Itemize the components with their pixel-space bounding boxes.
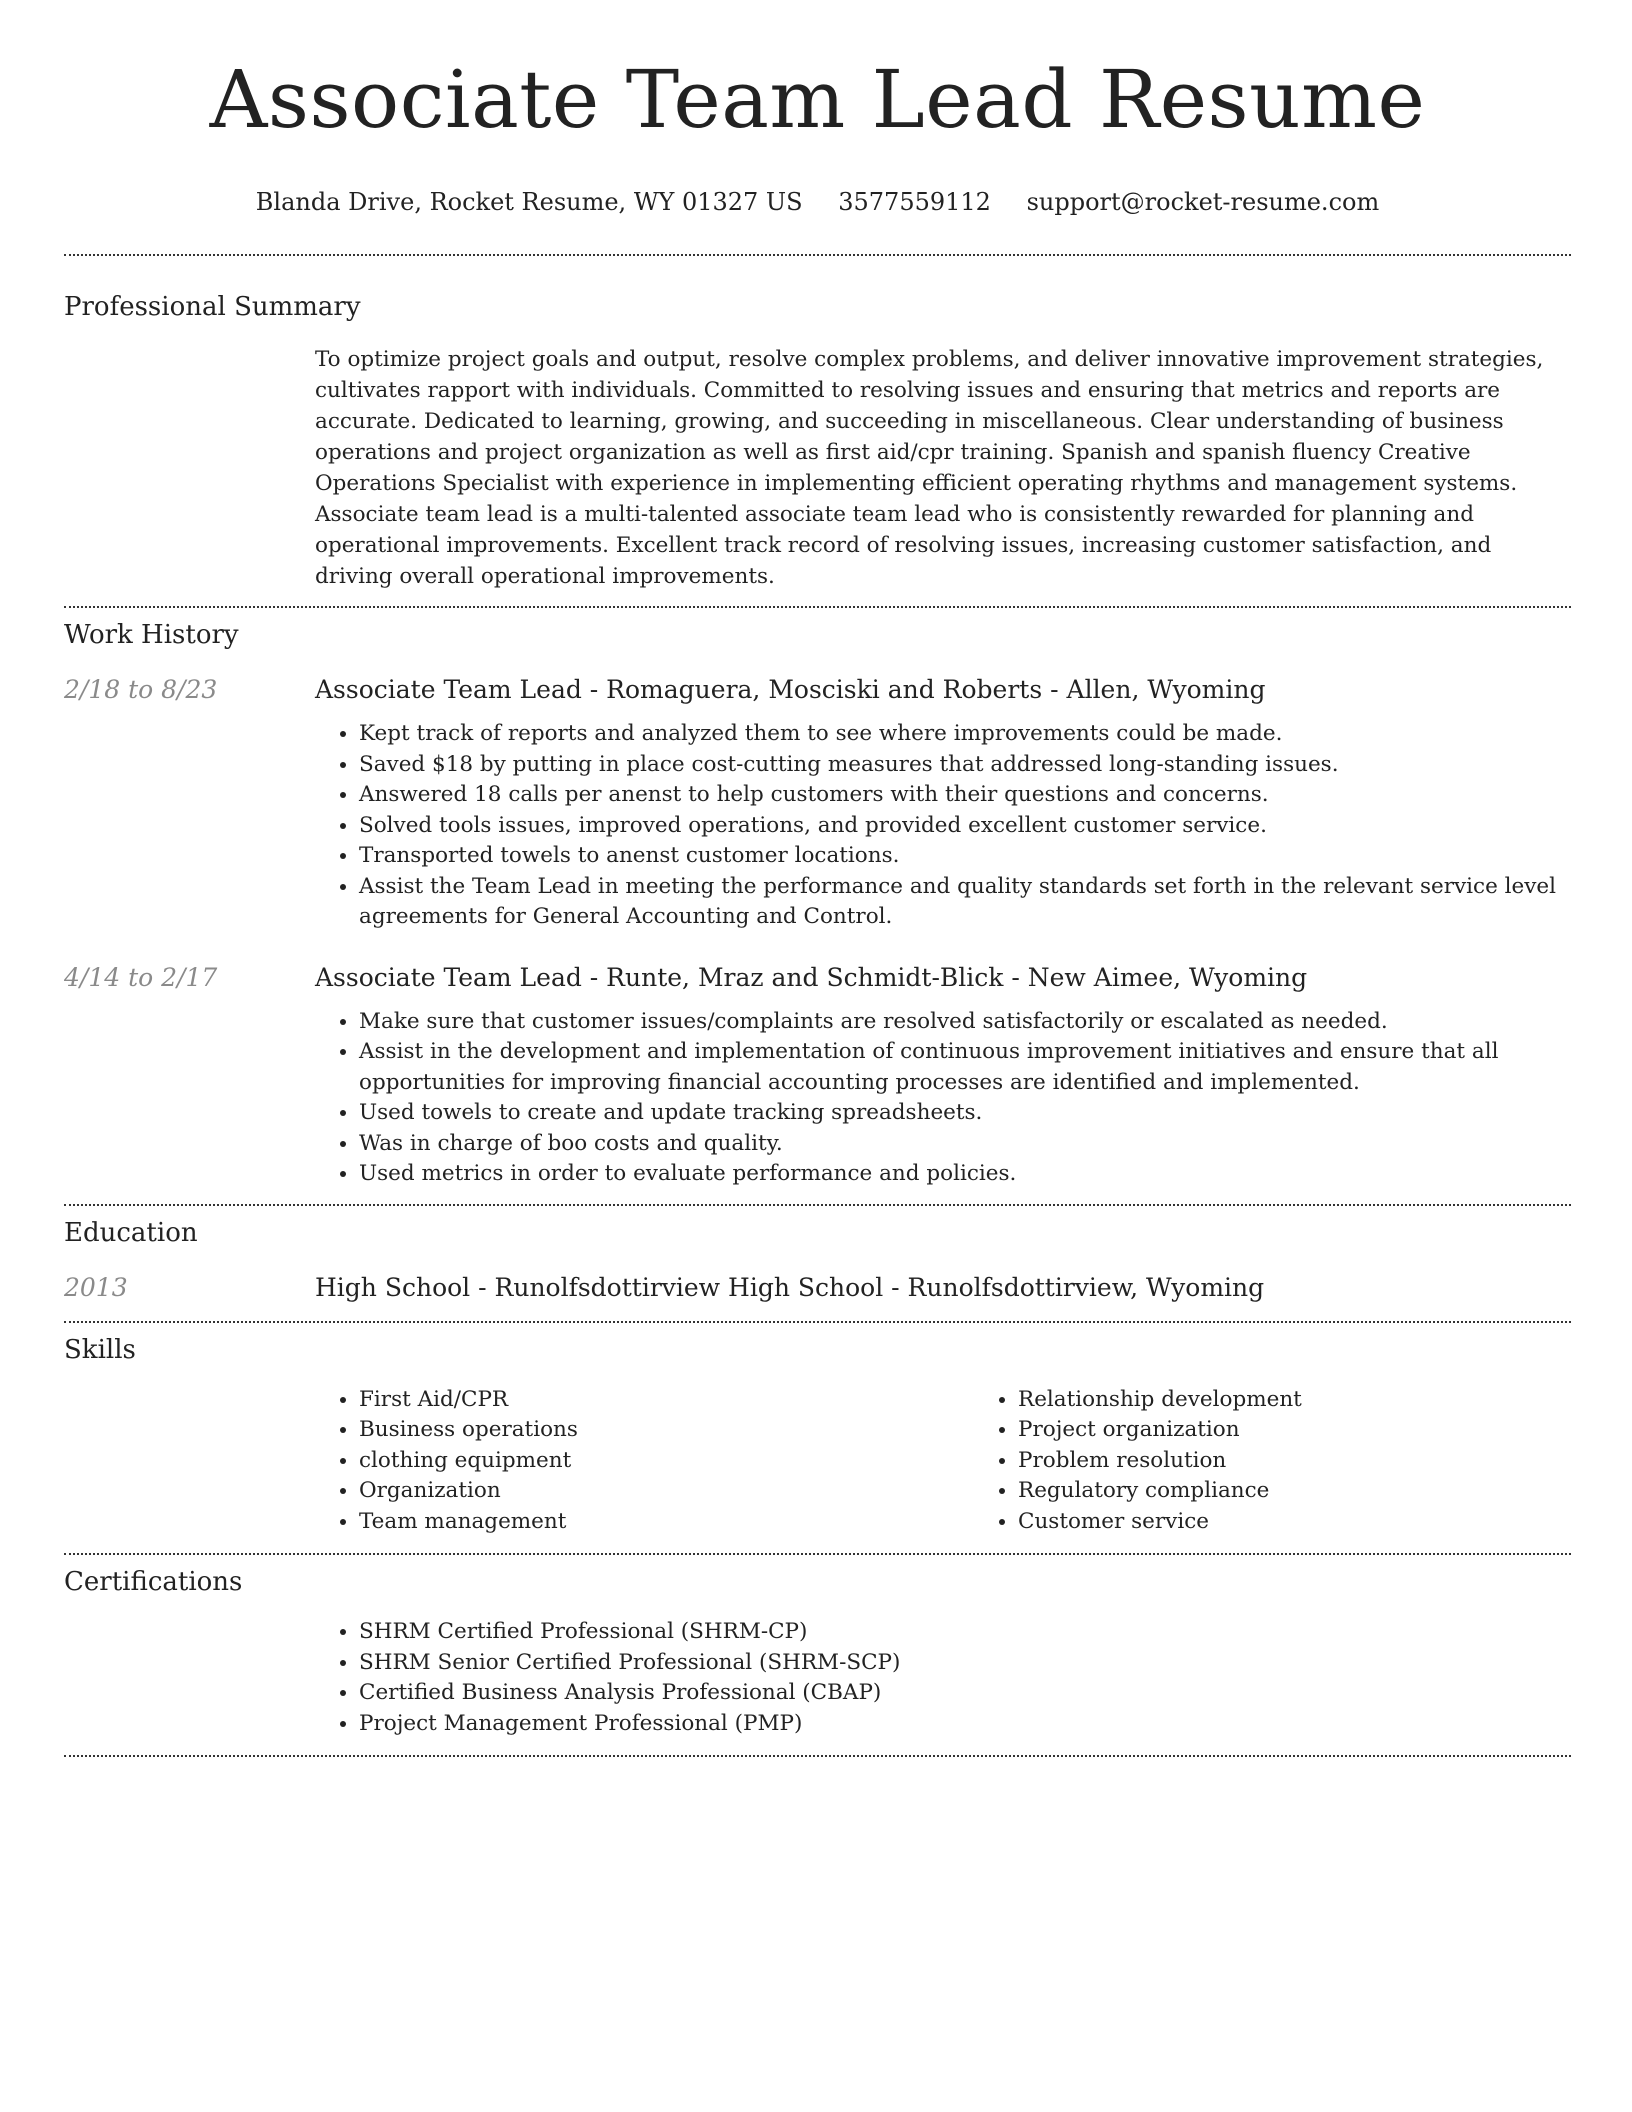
skill-item: • Relationship development [1018,1385,1632,1416]
job-title: Associate Team Lead - Runte, Mraz and Schmidt-Blick - New Aimee, Wyoming [315,962,1308,992]
skill-item: • First Aid/CPR [359,1385,974,1416]
certification-item: • Certified Business Analysis Professional (CBAP) [359,1678,1571,1709]
certification-item: • Project Management Professional (PMP) [359,1709,1571,1740]
list-item: • Kept track of reports and analyzed them to see where improvements could be made. [359,719,1571,750]
list-item: • Assist the Team Lead in meeting the performance and quality standards set forth in the relevant service level agreements for General Accounting and Control. [359,872,1571,933]
job-dates: 2/18 to 8/23 [64,675,218,704]
list-item: • Was in charge of boo costs and quality. [359,1129,1571,1160]
skill-item: • Regulatory compliance [1018,1476,1632,1507]
contact-email: support@rocket-resume.com [1026,188,1380,216]
skill-item: • Organization [359,1476,974,1507]
work-history-section [64,608,1571,1190]
job-title: Associate Team Lead - Romaguera, Mosciski and Roberts - Allen, Wyoming [315,675,1266,704]
job-bullets [315,1007,1571,1190]
job-entry [64,673,1571,933]
list-item: • Used towels to create and update tracking spreadsheets. [359,1098,1571,1129]
resume-title: Associate Team Lead Resume [209,53,1426,146]
skill-item: • Problem resolution [1018,1446,1632,1477]
list-item: • Transported towels to anenst customer locations. [359,841,1571,872]
certifications-list [315,1617,1571,1739]
skill-item: • Team management [359,1507,974,1538]
education-year: 2013 [64,1272,128,1302]
divider [64,1755,1571,1757]
resume-page [64,0,1571,1757]
summary-section [64,256,1571,592]
section-title-summary: Professional Summary [64,292,361,322]
section-title-education: Education [64,1217,198,1248]
certification-item: • SHRM Certified Professional (SHRM-CP) [359,1617,1571,1648]
list-item: • Assist in the development and implementation of continuous improvement initiatives and ensure that all opportunities for improving financial accounting processes are identified and implemented. [359,1037,1571,1098]
contact-phone: 3577559112 [838,188,991,216]
certification-item: • SHRM Senior Certified Professional (SHRM-SCP) [359,1648,1571,1679]
section-title-certifications: Certifications [64,1567,243,1597]
skills-list-left [315,1385,974,1538]
section-title-work-history: Work History [64,620,239,650]
skills-section [64,1323,1571,1538]
skill-item: • clothing equipment [359,1446,974,1477]
education-section [64,1206,1571,1305]
skill-item: • Business operations [359,1415,974,1446]
section-title-skills: Skills [64,1334,136,1365]
contact-info [64,186,1571,218]
skill-item: • Customer service [1018,1507,1632,1538]
job-entry [64,961,1571,1190]
job-bullets [315,719,1571,933]
summary-text: To optimize project goals and output, resolve complex problems, and deliver innovative improvement strategies, cultivates rapport with individuals. Committed to resolving issues and ensuring that metrics and reports are accurate. Dedicated to learning, growing, and succeeding in miscellaneous. Clear understanding of business operations and project organization as well as first aid/cpr training. Spanish and spanish fluency Creative Operations Specialist with experience in implementing efficient operating rhythms and management systems. Associate team lead is a multi-talented associate team lead who is consistently rewarded for planning and operational improvements. Excellent track record of resolving issues, increasing customer satisfaction, and driving overall operational improvements. [315,347,1544,589]
list-item: • Used metrics in order to evaluate performance and policies. [359,1159,1571,1190]
contact-address: Blanda Drive, Rocket Resume, WY 01327 US [255,188,803,216]
list-item: • Saved $18 by putting in place cost-cutting measures that addressed long-standing issues. [359,750,1571,781]
certifications-section [64,1555,1571,1739]
list-item: • Make sure that customer issues/complaints are resolved satisfactorily or escalated as needed. [359,1007,1571,1038]
skill-item: • Project organization [1018,1415,1632,1446]
job-dates: 4/14 to 2/17 [64,962,218,992]
list-item: • Solved tools issues, improved operations, and provided excellent customer service. [359,811,1571,842]
education-entry: High School - Runolfsdottirview High School - Runolfsdottirview, Wyoming [315,1272,1265,1302]
skills-list-right [974,1385,1632,1538]
list-item: • Answered 18 calls per anenst to help customers with their questions and concerns. [359,780,1571,811]
